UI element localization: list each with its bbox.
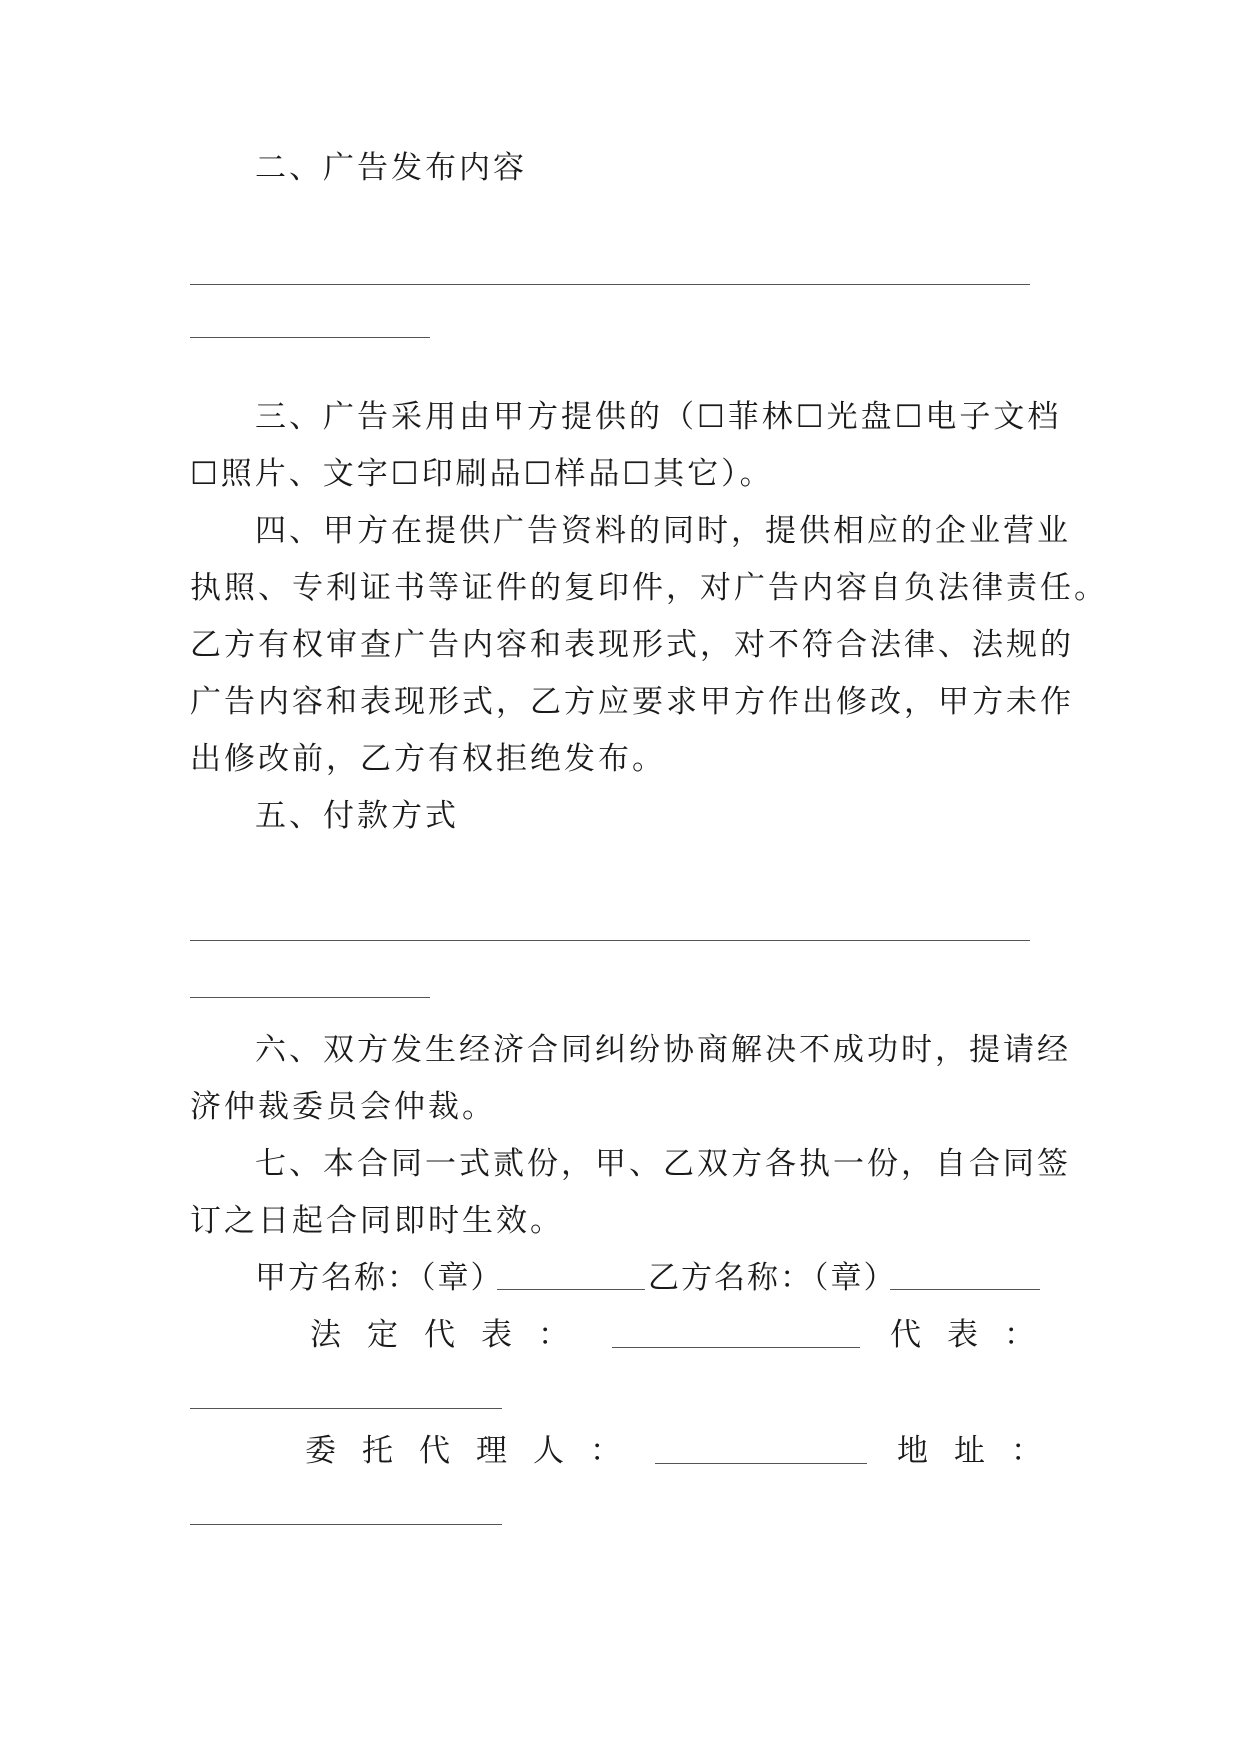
section7-line2: 订之日起合同即时生效。: [190, 1203, 564, 1239]
address-label: 地址：: [897, 1433, 1068, 1469]
rep-label: 代表：: [890, 1317, 1061, 1353]
party-a-name-blank: [497, 1289, 645, 1290]
address-blank: [190, 1524, 502, 1525]
section3-line1: 三、广告采用由甲方提供的（☐菲林☐光盘☐电子文档: [255, 399, 1062, 435]
section4-line5: 出修改前，乙方有权拒绝发布。: [190, 741, 666, 777]
party-a-name-label: 甲方名称：（章）: [255, 1260, 504, 1296]
section6-line2: 济仲裁委员会仲裁。: [190, 1089, 496, 1125]
section4-line3: 乙方有权审查广告内容和表现形式，对不符合法律、法规的: [190, 627, 1074, 663]
party-b-name-blank: [890, 1289, 1040, 1290]
section4-line1: 四、甲方在提供广告资料的同时，提供相应的企业营业: [255, 513, 1071, 549]
section5-heading: 五、付款方式: [255, 798, 459, 834]
party-b-name-label: 乙方名称：（章）: [648, 1260, 897, 1296]
legal-rep-label: 法定代表：: [310, 1317, 595, 1353]
section4-line2: 执照、专利证书等证件的复印件，对广告内容自负法律责任。: [190, 570, 1108, 606]
fill-in-rule: [190, 997, 430, 998]
agent-label: 委托代理人：: [305, 1433, 647, 1469]
section6-line1: 六、双方发生经济合同纠纷协商解决不成功时，提请经: [255, 1032, 1071, 1068]
agent-blank: [655, 1463, 867, 1464]
fill-in-rule: [190, 284, 1030, 285]
section7-line1: 七、本合同一式贰份，甲、乙双方各执一份，自合同签: [255, 1146, 1071, 1182]
section3-line2: ☐照片、文字☐印刷品☐样品☐其它）。: [190, 456, 774, 492]
fill-in-rule: [190, 337, 430, 338]
section2-heading: 二、广告发布内容: [255, 150, 527, 186]
legal-rep-blank: [612, 1347, 860, 1348]
fill-in-rule: [190, 940, 1030, 941]
rep-blank: [190, 1408, 502, 1409]
section4-line4: 广告内容和表现形式，乙方应要求甲方作出修改，甲方未作: [190, 684, 1074, 720]
